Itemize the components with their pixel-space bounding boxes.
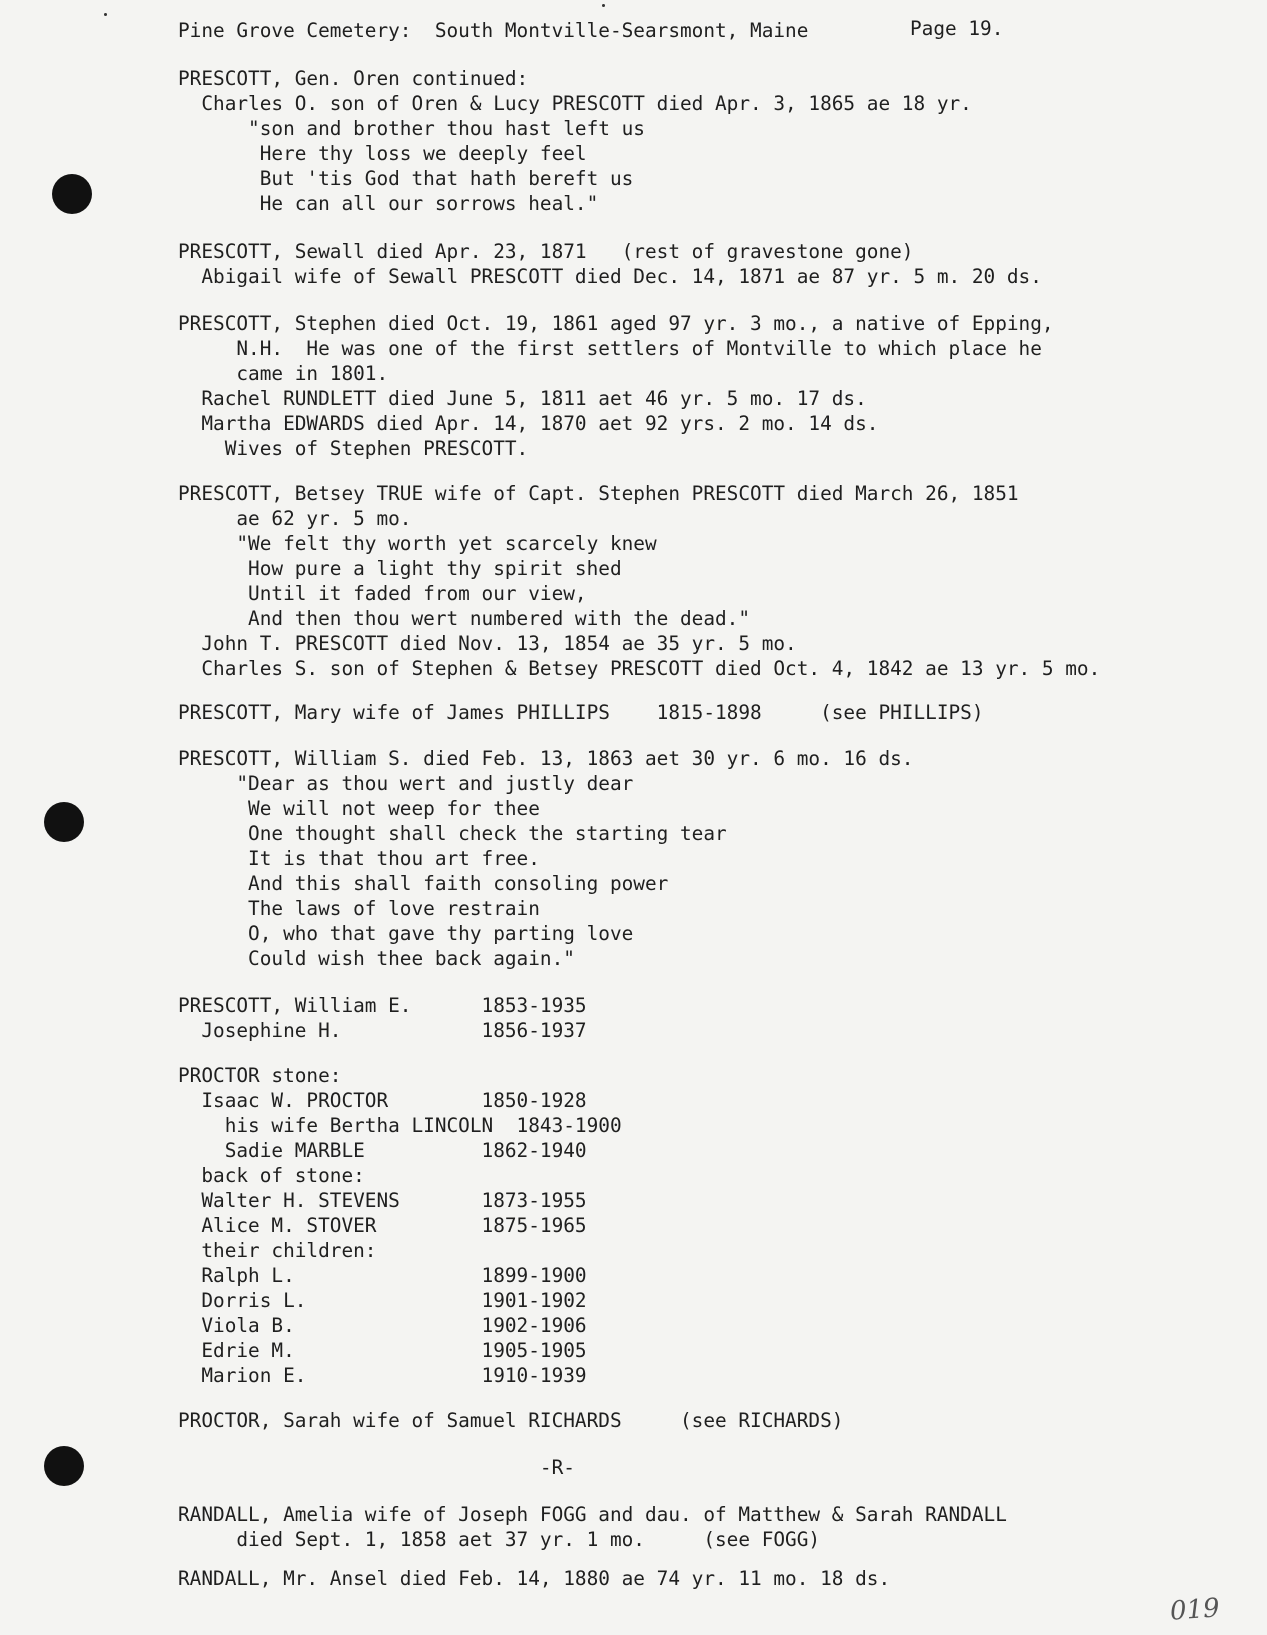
text-line: Charles O. son of Oren & Lucy PRESCOTT died Apr. 3, 1865 ae 18 yr. [178, 92, 972, 115]
text-line: Isaac W. PROCTOR 1850-1928 [178, 1089, 587, 1112]
text-line: Abigail wife of Sewall PRESCOTT died Dec. 14, 1871 ae 87 yr. 5 m. 20 ds. [178, 265, 1042, 288]
text-line: PRESCOTT, Sewall died Apr. 23, 1871 (rest of gravestone gone) [178, 240, 914, 263]
text-line: PRESCOTT, Gen. Oren continued: [178, 67, 529, 90]
text-line: Martha EDWARDS died Apr. 14, 1870 aet 92 yrs. 2 mo. 14 ds. [178, 412, 879, 435]
text-line: Edrie M. 1905-1905 [178, 1339, 587, 1362]
page-header-title: Pine Grove Cemetery: South Montville-Searsmont, Maine [178, 19, 809, 42]
text-line: How pure a light thy spirit shed [178, 557, 622, 580]
text-line: John T. PRESCOTT died Nov. 13, 1854 ae 35 yr. 5 mo. [178, 632, 797, 655]
text-line: PRESCOTT, William E. 1853-1935 [178, 994, 587, 1017]
text-line: And this shall faith consoling power [178, 872, 669, 895]
text-line: their children: [178, 1239, 377, 1262]
text-line: PRESCOTT, Mary wife of James PHILLIPS 1815-1898 (see PHILLIPS) [178, 701, 984, 724]
text-line: He can all our sorrows heal." [178, 192, 599, 215]
text-line: Marion E. 1910-1939 [178, 1364, 587, 1387]
text-line: Charles S. son of Stephen & Betsey PRESCOTT died Oct. 4, 1842 ae 13 yr. 5 mo. [178, 657, 1101, 680]
text-line: "Dear as thou wert and justly dear [178, 772, 634, 795]
text-line: PROCTOR, Sarah wife of Samuel RICHARDS (see RICHARDS) [178, 1409, 844, 1432]
text-line: came in 1801. [178, 362, 389, 385]
text-line: PROCTOR stone: [178, 1064, 342, 1087]
text-line: "son and brother thou hast left us [178, 117, 645, 140]
page-header-number: Page 19. [910, 17, 1004, 40]
text-line: The laws of love restrain [178, 897, 540, 920]
punch-hole [44, 802, 84, 842]
text-line: And then thou wert numbered with the dead." [178, 607, 751, 630]
punch-hole [52, 174, 92, 214]
text-line: Wives of Stephen PRESCOTT. [178, 437, 529, 460]
punch-hole [44, 1446, 84, 1486]
text-line: It is that thou art free. [178, 847, 540, 870]
ink-speck [104, 13, 107, 16]
text-line: PRESCOTT, Betsey TRUE wife of Capt. Stephen PRESCOTT died March 26, 1851 [178, 482, 1019, 505]
text-line: But 'tis God that hath bereft us [178, 167, 634, 190]
ink-speck [602, 4, 605, 7]
text-line: Alice M. STOVER 1875-1965 [178, 1214, 587, 1237]
text-line: Sadie MARBLE 1862-1940 [178, 1139, 587, 1162]
text-line: Ralph L. 1899-1900 [178, 1264, 587, 1287]
text-line: back of stone: [178, 1164, 365, 1187]
text-line: RANDALL, Mr. Ansel died Feb. 14, 1880 ae 74 yr. 11 mo. 18 ds. [178, 1567, 891, 1590]
text-line: his wife Bertha LINCOLN 1843-1900 [178, 1114, 622, 1137]
text-line: ae 62 yr. 5 mo. [178, 507, 412, 530]
text-line: Josephine H. 1856-1937 [178, 1019, 587, 1042]
text-line: O, who that gave thy parting love [178, 922, 634, 945]
text-line: RANDALL, Amelia wife of Joseph FOGG and dau. of Matthew & Sarah RANDALL [178, 1503, 1007, 1526]
text-line: Rachel RUNDLETT died June 5, 1811 aet 46 yr. 5 mo. 17 ds. [178, 387, 867, 410]
text-line: Viola B. 1902-1906 [178, 1314, 587, 1337]
text-line: Dorris L. 1901-1902 [178, 1289, 587, 1312]
text-line: One thought shall check the starting tear [178, 822, 727, 845]
text-line: We will not weep for thee [178, 797, 540, 820]
text-line: Here thy loss we deeply feel [178, 142, 587, 165]
text-line: Walter H. STEVENS 1873-1955 [178, 1189, 587, 1212]
text-line: Until it faded from our view, [178, 582, 587, 605]
text-line: PRESCOTT, William S. died Feb. 13, 1863 aet 30 yr. 6 mo. 16 ds. [178, 747, 914, 770]
section-letter: -R- [178, 1456, 575, 1479]
text-line: PRESCOTT, Stephen died Oct. 19, 1861 aged 97 yr. 3 mo., a native of Epping, [178, 312, 1054, 335]
text-line: N.H. He was one of the first settlers of Montville to which place he [178, 337, 1042, 360]
handwritten-page-number: 019 [1169, 1593, 1221, 1627]
text-line: "We felt thy worth yet scarcely knew [178, 532, 657, 555]
text-line: Could wish thee back again." [178, 947, 575, 970]
text-line: died Sept. 1, 1858 aet 37 yr. 1 mo. (see FOGG) [178, 1528, 821, 1551]
